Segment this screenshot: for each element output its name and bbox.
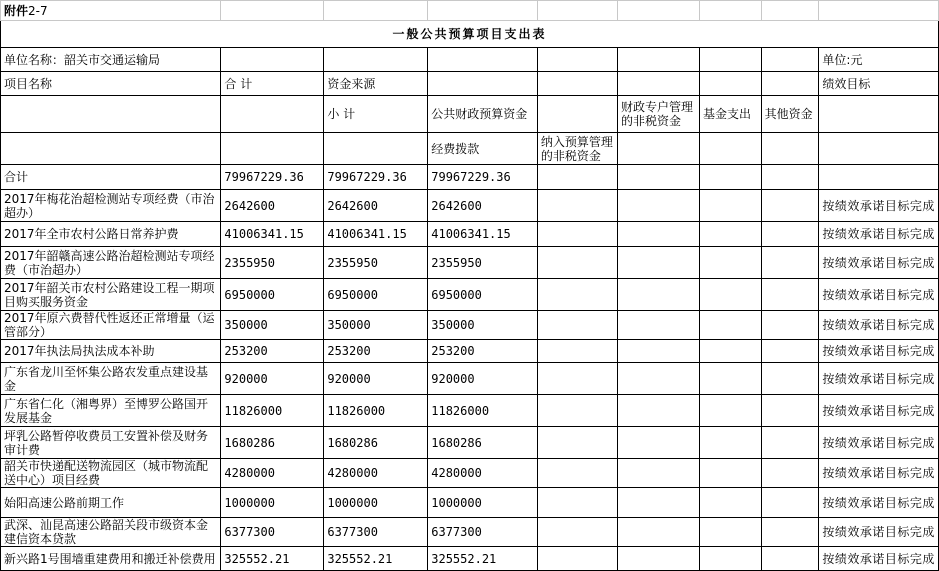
empty-cell[interactable]	[324, 48, 428, 72]
other-funds-cell[interactable]	[761, 279, 819, 311]
appropriation-cell[interactable]: 325552.21	[428, 547, 538, 571]
header-performance-goal[interactable]: 绩效目标	[819, 72, 939, 96]
empty-cell[interactable]	[761, 1, 819, 21]
empty-cell[interactable]	[324, 133, 428, 165]
empty-cell[interactable]	[819, 1, 939, 21]
project-name-cell[interactable]: 韶关市快递配送物流园区（城市物流配送中心）项目经费	[1, 459, 221, 488]
subtotal-cell[interactable]: 253200	[324, 340, 428, 363]
empty-cell[interactable]	[221, 96, 324, 133]
budget-nontax-cell[interactable]	[537, 459, 617, 488]
empty-cell[interactable]	[1, 96, 221, 133]
empty-cell[interactable]	[819, 133, 939, 165]
appropriation-cell[interactable]: 79967229.36	[428, 165, 538, 190]
empty-cell[interactable]	[324, 1, 428, 21]
header-project-name[interactable]: 项目名称	[1, 72, 221, 96]
project-name-cell[interactable]: 2017年原六费替代性返还正常增量（运管部分）	[1, 311, 221, 340]
empty-cell[interactable]	[761, 133, 819, 165]
attachment-cell[interactable]	[1, 1, 221, 21]
performance-goal-cell[interactable]: 按绩效承诺目标完成	[819, 363, 939, 395]
empty-cell[interactable]	[761, 72, 819, 96]
budget-nontax-cell[interactable]	[537, 547, 617, 571]
other-funds-cell[interactable]	[761, 247, 819, 279]
empty-cell[interactable]	[617, 133, 699, 165]
budget-nontax-cell[interactable]	[537, 395, 617, 427]
other-funds-cell[interactable]	[761, 311, 819, 340]
project-name-cell[interactable]: 广东省龙川至怀集公路农发重点建设基金	[1, 363, 221, 395]
empty-cell[interactable]	[428, 1, 538, 21]
performance-goal-cell[interactable]: 按绩效承诺目标完成	[819, 395, 939, 427]
fund-expenditure-cell[interactable]	[700, 247, 762, 279]
project-name-cell[interactable]: 2017年韶关市农村公路建设工程一期项目购买服务资金	[1, 279, 221, 311]
subtotal-cell[interactable]: 2642600	[324, 190, 428, 222]
subtotal-cell[interactable]: 325552.21	[324, 547, 428, 571]
total-cell[interactable]: 79967229.36	[221, 165, 324, 190]
total-cell[interactable]: 325552.21	[221, 547, 324, 571]
fund-expenditure-cell[interactable]	[700, 488, 762, 518]
fund-expenditure-cell[interactable]	[700, 340, 762, 363]
special-nontax-cell[interactable]	[617, 459, 699, 488]
other-funds-cell[interactable]	[761, 395, 819, 427]
header-total[interactable]: 合 计	[221, 72, 324, 96]
empty-cell[interactable]	[221, 133, 324, 165]
appropriation-cell[interactable]: 253200	[428, 340, 538, 363]
budget-nontax-cell[interactable]	[537, 518, 617, 547]
appropriation-cell[interactable]: 920000	[428, 363, 538, 395]
subtotal-cell[interactable]: 79967229.36	[324, 165, 428, 190]
unit-name-label[interactable]: 单位名称：韶关市交通运输局	[1, 48, 221, 72]
other-funds-cell[interactable]	[761, 222, 819, 247]
fund-expenditure-cell[interactable]	[700, 395, 762, 427]
table-row	[1, 279, 939, 311]
special-nontax-cell[interactable]	[617, 222, 699, 247]
empty-cell[interactable]	[700, 72, 762, 96]
budget-nontax-cell[interactable]	[537, 165, 617, 190]
project-name-cell[interactable]: 2017年韶赣高速公路治超检测站专项经费（市治超办）	[1, 247, 221, 279]
special-nontax-cell[interactable]	[617, 247, 699, 279]
other-funds-cell[interactable]	[761, 547, 819, 571]
appropriation-cell[interactable]: 6377300	[428, 518, 538, 547]
performance-goal-cell[interactable]: 按绩效承诺目标完成	[819, 518, 939, 547]
attachment-number: 2-7	[28, 3, 48, 18]
empty-cell[interactable]	[1, 133, 221, 165]
header-subtotal[interactable]: 小 计	[324, 96, 428, 133]
table-row	[1, 459, 939, 488]
empty-cell[interactable]	[617, 72, 699, 96]
fund-expenditure-cell[interactable]	[700, 165, 762, 190]
empty-cell[interactable]	[537, 72, 617, 96]
unit-label[interactable]: 单位:元	[819, 48, 939, 72]
header-public-budget[interactable]: 公共财政预算资金	[428, 96, 538, 133]
total-cell[interactable]: 2355950	[221, 247, 324, 279]
project-name-cell[interactable]: 2017年梅花治超检测站专项经费（市治超办）	[1, 190, 221, 222]
table-row	[1, 488, 939, 518]
table-row	[1, 222, 939, 247]
total-cell[interactable]: 41006341.15	[221, 222, 324, 247]
table-row	[1, 518, 939, 547]
empty-cell[interactable]	[428, 72, 538, 96]
performance-goal-cell[interactable]: 按绩效承诺目标完成	[819, 222, 939, 247]
empty-cell[interactable]	[537, 48, 617, 72]
performance-goal-cell[interactable]: 按绩效承诺目标完成	[819, 190, 939, 222]
other-funds-cell[interactable]	[761, 165, 819, 190]
other-funds-cell[interactable]	[761, 427, 819, 459]
budget-nontax-cell[interactable]	[537, 190, 617, 222]
empty-cell[interactable]	[221, 48, 324, 72]
special-nontax-cell[interactable]	[617, 279, 699, 311]
appropriation-cell[interactable]: 41006341.15	[428, 222, 538, 247]
header-budget-nontax[interactable]: 纳入预算管理的非税资金	[537, 133, 617, 165]
special-nontax-cell[interactable]	[617, 395, 699, 427]
subtotal-cell[interactable]: 4280000	[324, 459, 428, 488]
budget-nontax-cell[interactable]	[537, 427, 617, 459]
empty-cell[interactable]	[221, 1, 324, 21]
subtotal-cell[interactable]: 2355950	[324, 247, 428, 279]
fund-expenditure-cell[interactable]	[700, 279, 762, 311]
total-cell[interactable]: 11826000	[221, 395, 324, 427]
subtotal-cell[interactable]: 6950000	[324, 279, 428, 311]
budget-nontax-cell[interactable]	[537, 488, 617, 518]
fund-expenditure-cell[interactable]	[700, 459, 762, 488]
header-fund-source[interactable]: 资金来源	[324, 72, 428, 96]
table-row	[1, 395, 939, 427]
fund-expenditure-cell[interactable]	[700, 311, 762, 340]
other-funds-cell[interactable]	[761, 518, 819, 547]
total-cell[interactable]: 1680286	[221, 427, 324, 459]
fund-expenditure-cell[interactable]	[700, 222, 762, 247]
empty-cell[interactable]	[428, 48, 538, 72]
project-name-cell[interactable]: 合计	[1, 165, 221, 190]
other-funds-cell[interactable]	[761, 459, 819, 488]
budget-nontax-cell[interactable]	[537, 340, 617, 363]
empty-cell[interactable]	[617, 48, 699, 72]
subtotal-cell[interactable]: 11826000	[324, 395, 428, 427]
fund-expenditure-cell[interactable]	[700, 427, 762, 459]
special-nontax-cell[interactable]	[617, 518, 699, 547]
total-cell[interactable]: 6950000	[221, 279, 324, 311]
empty-cell[interactable]	[617, 1, 699, 21]
special-nontax-cell[interactable]	[617, 547, 699, 571]
appropriation-cell[interactable]: 2642600	[428, 190, 538, 222]
total-cell[interactable]: 350000	[221, 311, 324, 340]
other-funds-cell[interactable]	[761, 190, 819, 222]
header-special-nontax[interactable]: 财政专户管理的非税资金	[617, 96, 699, 133]
appropriation-cell[interactable]: 6950000	[428, 279, 538, 311]
budget-nontax-cell[interactable]	[537, 363, 617, 395]
attachment-label: 附件	[4, 3, 29, 18]
total-cell[interactable]: 2642600	[221, 190, 324, 222]
performance-goal-cell[interactable]: 按绩效承诺目标完成	[819, 459, 939, 488]
subtotal-cell[interactable]: 1680286	[324, 427, 428, 459]
empty-cell[interactable]	[537, 1, 617, 21]
header-other-funds[interactable]: 其他资金	[761, 96, 819, 133]
performance-goal-cell[interactable]: 按绩效承诺目标完成	[819, 311, 939, 340]
appropriation-cell[interactable]: 11826000	[428, 395, 538, 427]
empty-cell[interactable]	[761, 48, 819, 72]
other-funds-cell[interactable]	[761, 340, 819, 363]
table-row	[1, 427, 939, 459]
table-row	[1, 363, 939, 395]
special-nontax-cell[interactable]	[617, 488, 699, 518]
special-nontax-cell[interactable]	[617, 363, 699, 395]
project-name-cell[interactable]: 2017年全市农村公路日常养护费	[1, 222, 221, 247]
budget-nontax-cell[interactable]	[537, 222, 617, 247]
header-appropriation[interactable]: 经费拨款	[428, 133, 538, 165]
budget-nontax-cell[interactable]	[537, 311, 617, 340]
table-row	[1, 547, 939, 571]
performance-goal-cell[interactable]: 按绩效承诺目标完成	[819, 427, 939, 459]
special-nontax-cell[interactable]	[617, 311, 699, 340]
total-cell[interactable]: 920000	[221, 363, 324, 395]
total-cell[interactable]: 1000000	[221, 488, 324, 518]
empty-cell[interactable]	[700, 48, 762, 72]
project-name-cell[interactable]: 2017年执法局执法成本补助	[1, 340, 221, 363]
table-row	[1, 340, 939, 363]
table-row	[1, 190, 939, 222]
project-name-cell[interactable]: 广东省仁化（湘粤界）至博罗公路国开发展基金	[1, 395, 221, 427]
subtotal-cell[interactable]: 920000	[324, 363, 428, 395]
total-cell[interactable]: 253200	[221, 340, 324, 363]
appropriation-cell[interactable]: 1000000	[428, 488, 538, 518]
empty-cell[interactable]	[700, 133, 762, 165]
budget-nontax-cell[interactable]	[537, 279, 617, 311]
special-nontax-cell[interactable]	[617, 340, 699, 363]
subtotal-cell[interactable]: 41006341.15	[324, 222, 428, 247]
special-nontax-cell[interactable]	[617, 165, 699, 190]
subtotal-cell[interactable]: 1000000	[324, 488, 428, 518]
project-name-cell[interactable]: 始阳高速公路前期工作	[1, 488, 221, 518]
appropriation-cell[interactable]: 2355950	[428, 247, 538, 279]
empty-cell[interactable]	[700, 1, 762, 21]
performance-goal-cell[interactable]: 按绩效承诺目标完成	[819, 279, 939, 311]
special-nontax-cell[interactable]	[617, 427, 699, 459]
performance-goal-cell[interactable]: 按绩效承诺目标完成	[819, 488, 939, 518]
budget-nontax-cell[interactable]	[537, 247, 617, 279]
fund-expenditure-cell[interactable]	[700, 190, 762, 222]
table-row	[1, 311, 939, 340]
table-row	[1, 247, 939, 279]
fund-expenditure-cell[interactable]	[700, 547, 762, 571]
appropriation-cell[interactable]: 4280000	[428, 459, 538, 488]
header-fund-expenditure[interactable]: 基金支出	[700, 96, 762, 133]
performance-goal-cell[interactable]: 按绩效承诺目标完成	[819, 547, 939, 571]
other-funds-cell[interactable]	[761, 363, 819, 395]
total-row	[1, 165, 939, 190]
fund-expenditure-cell[interactable]	[700, 363, 762, 395]
performance-goal-cell[interactable]: 按绩效承诺目标完成	[819, 247, 939, 279]
page-title: 一般公共预算项目支出表	[1, 21, 939, 48]
fund-expenditure-cell[interactable]	[700, 518, 762, 547]
project-name-cell[interactable]: 新兴路1号围墙重建费用和搬迁补偿费用	[1, 547, 221, 571]
total-cell[interactable]: 4280000	[221, 459, 324, 488]
project-name-cell[interactable]: 武深、汕昆高速公路韶关段市级资本金建信资本贷款	[1, 518, 221, 547]
subtotal-cell[interactable]: 350000	[324, 311, 428, 340]
performance-goal-cell[interactable]	[819, 165, 939, 190]
other-funds-cell[interactable]	[761, 488, 819, 518]
special-nontax-cell[interactable]	[617, 190, 699, 222]
subtotal-cell[interactable]: 6377300	[324, 518, 428, 547]
empty-cell[interactable]	[819, 96, 939, 133]
performance-goal-cell[interactable]: 按绩效承诺目标完成	[819, 340, 939, 363]
total-cell[interactable]: 6377300	[221, 518, 324, 547]
project-name-cell[interactable]: 坪乳公路暂停收费员工安置补偿及财务审计费	[1, 427, 221, 459]
appropriation-cell[interactable]: 350000	[428, 311, 538, 340]
appropriation-cell[interactable]: 1680286	[428, 427, 538, 459]
empty-cell[interactable]	[537, 96, 617, 133]
